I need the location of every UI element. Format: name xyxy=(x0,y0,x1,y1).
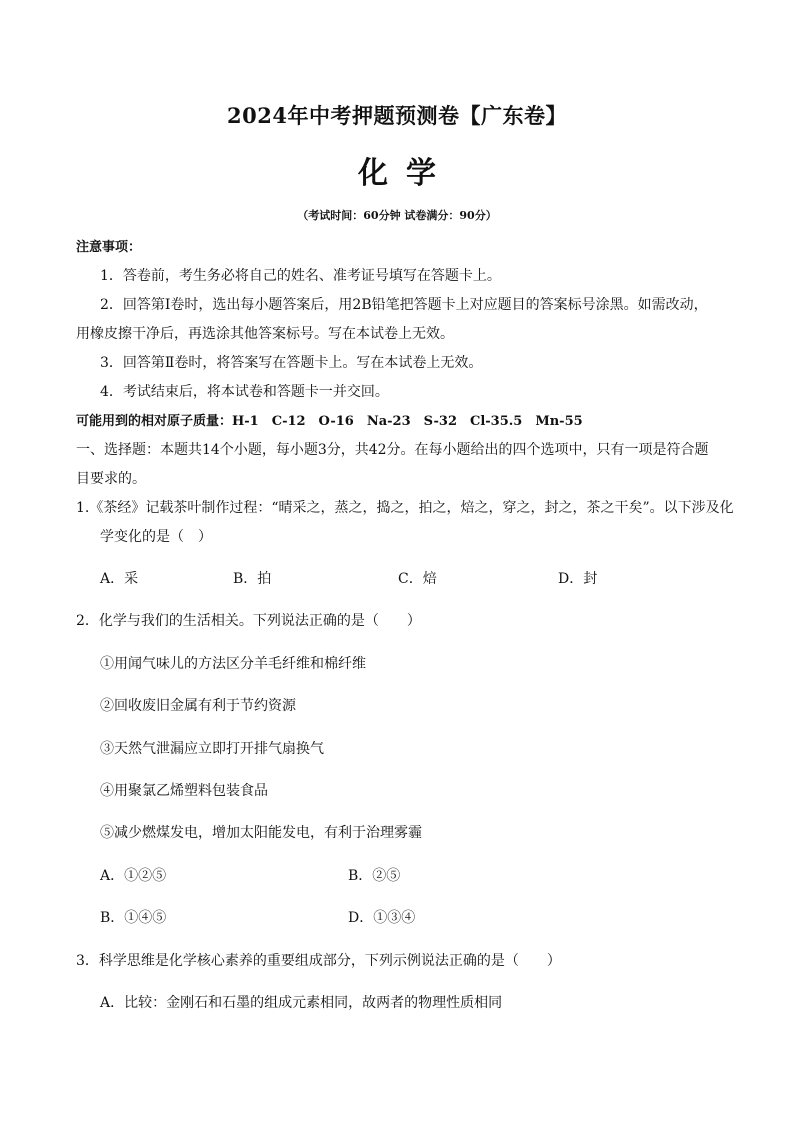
question-1-option-c[interactable]: C．焙 xyxy=(398,571,437,587)
exam-info: （考试时间：60分钟 试卷满分：90分） xyxy=(297,209,497,222)
notice-item: 4．考试结束后，将本试卷和答题卡一并交回。 xyxy=(100,384,389,400)
question-2-statement: ②回收废旧金属有利于节约资源 xyxy=(100,698,296,714)
question-2-stem: 2．化学与我们的生活相关。下列说法正确的是（ ） xyxy=(76,613,421,629)
exam-title: 2024年中考押题预测卷【广东卷】 xyxy=(227,103,567,128)
question-2-option-d[interactable]: D．①③④ xyxy=(348,910,416,926)
question-2-statement: ⑤减少燃煤发电，增加太阳能发电，有利于治理雾霾 xyxy=(100,825,422,841)
section-one-instructions-continued: 目要求的。 xyxy=(76,471,146,487)
atomic-mass-line: 可能用到的相对原子质量：H-1 C-12 O-16 Na-23 S-32 Cl-35.5 Mn-55 xyxy=(76,414,583,429)
question-1-stem: 1.《茶经》记载茶叶制作过程：“晴采之，蒸之，捣之，拍之，焙之，穿之，封之，茶之干矣”。以下涉及化 xyxy=(76,500,734,516)
notice-heading: 注意事项： xyxy=(76,240,142,255)
question-1-option-d[interactable]: D．封 xyxy=(558,571,598,587)
notice-item: 1．答卷前，考生务必将自己的姓名、准考证号填写在答题卡上。 xyxy=(100,268,501,284)
notice-item-continued: 用橡皮擦干净后，再选涂其他答案标号。写在本试卷上无效。 xyxy=(76,326,454,342)
question-1-stem-continued: 学变化的是（ ） xyxy=(100,529,212,545)
question-2-option-a[interactable]: A．①②⑤ xyxy=(100,868,167,884)
question-2-option-b[interactable]: B．②⑤ xyxy=(348,868,401,884)
question-3-option-a[interactable]: A．比较：金刚石和石墨的组成元素相同，故两者的物理性质相同 xyxy=(100,995,503,1011)
question-1-option-b[interactable]: B．拍 xyxy=(233,571,272,587)
notice-item: 3．回答第Ⅱ卷时，将答案写在答题卡上。写在本试卷上无效。 xyxy=(100,355,483,371)
question-2-statement: ①用闻气味儿的方法区分羊毛纤维和棉纤维 xyxy=(100,656,366,672)
question-3-stem: 3．科学思维是化学核心素养的重要组成部分，下列示例说法正确的是（ ） xyxy=(76,953,561,969)
question-2-statement: ④用聚氯乙烯塑料包装食品 xyxy=(100,783,268,799)
question-1-option-a[interactable]: A．采 xyxy=(100,571,139,587)
question-2-statement: ③天然气泄漏应立即打开排气扇换气 xyxy=(100,741,324,757)
question-2-option-c[interactable]: B．①④⑤ xyxy=(100,910,167,926)
subject-title: 化学 xyxy=(358,156,454,191)
section-one-instructions: 一、选择题：本题共14个小题，每小题3分，共42分。在每小题给出的四个选项中，只有一项是符合题 xyxy=(76,442,709,458)
notice-item: 2．回答第Ⅰ卷时，选出每小题答案后，用2B铅笔把答题卡上对应题目的答案标号涂黑。如需改动， xyxy=(100,297,708,313)
